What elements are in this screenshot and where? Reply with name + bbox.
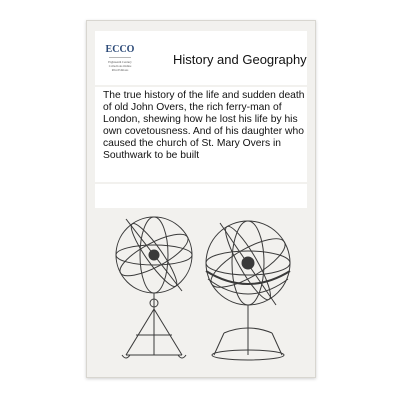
- left-armillary-sphere: [115, 217, 193, 358]
- right-armillary-sphere: [205, 221, 292, 360]
- category-label: History and Geography: [173, 52, 307, 67]
- armillary-spheres-illustration: [96, 205, 306, 365]
- book-title: The true history of the life and sudden death of old John Overs, the rich ferry-man of London, shewing how he lost his life by his own covetousness. And of his daughter who caused the church of St. Mary Overs in Southwark to be built: [103, 90, 305, 161]
- publisher-logo: [105, 42, 135, 84]
- logo-text: ECCO: [105, 44, 135, 55]
- logo-subtitle-2: Collections Online: [108, 64, 132, 68]
- title-band: [95, 87, 307, 182]
- logo-subtitle-3: Print Editions: [111, 68, 129, 72]
- header-band: [95, 31, 307, 85]
- logo-subtitle-1: Eighteenth Century: [108, 60, 132, 64]
- logo-rule: [109, 57, 131, 58]
